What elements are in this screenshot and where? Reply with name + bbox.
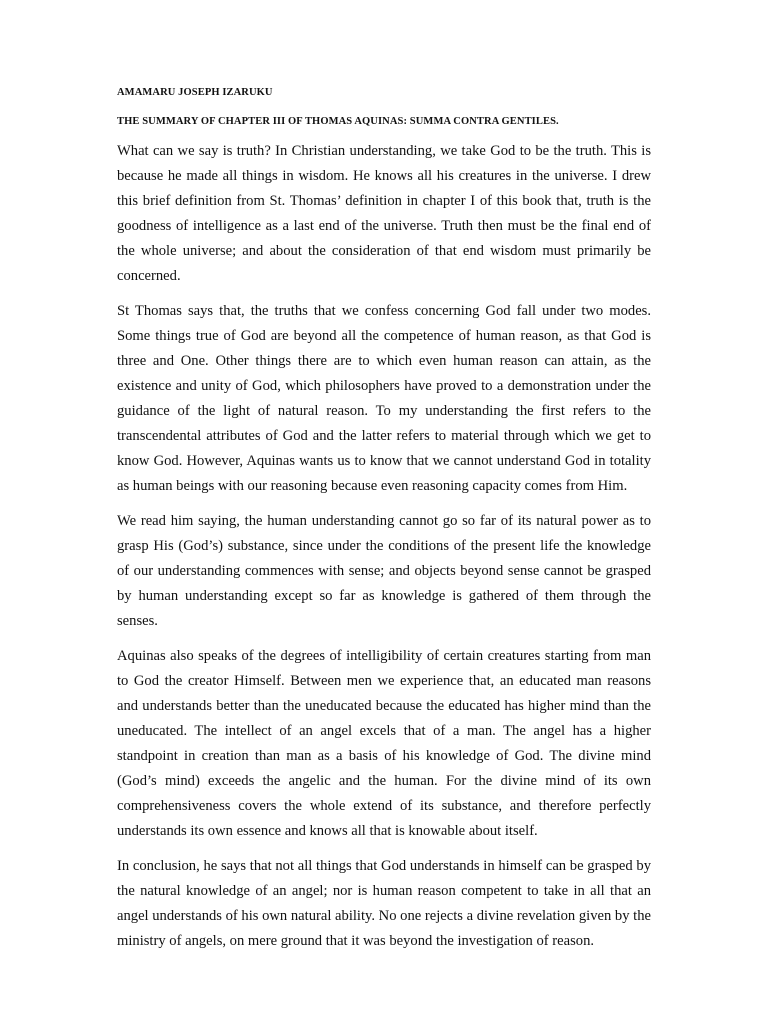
paragraph-degrees-of-intelligibility: Aquinas also speaks of the degrees of intelligibility of certain creatures starting from man to God the creator Himself. Between men we experience that, an educated man reasons and understands better than the uneducated because the educated has higher mind than the uneducated. The intellect of an angel excels that of a man. The angel has a higher standpoint in creation than man as a basis of his knowledge of God. The divine mind (God’s mind) exceeds the angelic and the human. For the divine mind of its own comprehensiveness covers the whole extend of its substance, and therefore perfectly understands its own essence and knows all that is knowable about itself.	[117, 648, 651, 839]
paragraph-two-modes: St Thomas says that, the truths that we confess concerning God fall under two modes. Some things true of God are beyond all the competence of human reason, as that God is three and One. Other things there are to which even human reason can attain, as the existence and unity of God, which philosophers have proved to a demonstration under the guidance of the light of natural reason. To my understanding the first refers to the transcendental attributes of God and the latter refers to material through which we get to know God. However, Aquinas wants us to know that we cannot understand God in totality as human beings with our reasoning because even reasoning capacity comes from Him.	[117, 303, 651, 494]
paragraph-conclusion: In conclusion, he says that not all things that God understands in himself can be grasped by the natural knowledge of an angel; nor is human reason competent to take in all that an angel understands of his own natural ability. No one rejects a divine revelation given by the ministry of angels, on mere ground that it was beyond the investigation of reason.	[117, 858, 652, 949]
author-name: AMAMARU JOSEPH IZARUKU	[117, 87, 273, 98]
document-title: THE SUMMARY OF CHAPTER III OF THOMAS AQUINAS: SUMMA CONTRA GENTILES.	[117, 116, 559, 127]
paragraph-intro: What can we say is truth? In Christian understanding, we take God to be the truth. This is because he made all things in wisdom. He knows all his creatures in the universe. I drew this brief definition from St. Thomas’ definition in chapter I of this book that, truth is the goodness of intelligence as a last end of the universe. Truth then must be the final end of the whole universe; and about the consideration of that end wisdom must primarily be concerned.	[117, 143, 651, 284]
paragraph-human-understanding: We read him saying, the human understanding cannot go so far of its natural power as to grasp His (God’s) substance, since under the conditions of the present life the knowledge of our understanding commences with sense; and objects beyond sense cannot be grasped by human understanding except so far as knowledge is gathered of them through the senses.	[117, 513, 651, 629]
document-body	[117, 86, 651, 964]
